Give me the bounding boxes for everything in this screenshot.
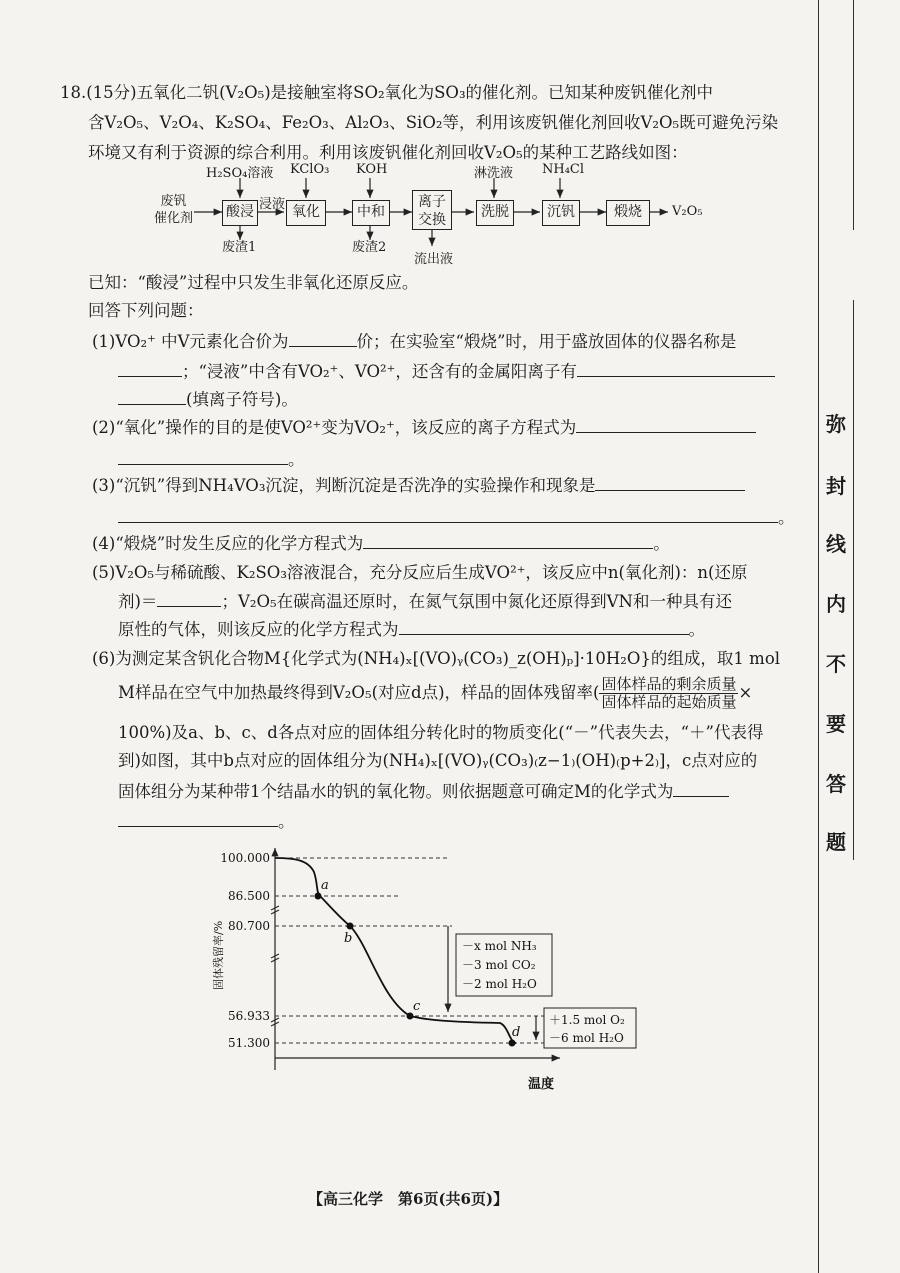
part-1-text-c: ；“浸液”中含有VO₂⁺、VO²⁺，还含有的金属阳离子有 [182,362,577,381]
fraction-denominator: 固体样品的起始质量 [601,693,737,711]
binding-char: 答 [826,772,846,796]
part-5-line-3 [118,616,798,643]
answer-blank[interactable] [157,588,221,607]
point-label: b [344,931,353,946]
part-1-text-d: (填离子符号)。 [186,390,298,409]
part-6-line-2 [118,676,798,711]
box-calcine: 煅烧 [606,200,650,226]
known-condition: 已知：“酸浸”过程中只发生非氧化还原反应。 [88,273,419,292]
box-precipitate: 沉钒 [542,200,580,226]
part-6-text-b: M样品在空气中加热最终得到V₂O₅(对应d点)，样品的固体残留率( [118,683,600,702]
reagent-nh4cl: NH₄Cl [542,162,585,177]
box-oxidation: 氧化 [286,200,326,226]
answer-prompt: 回答下列问题： [88,301,204,320]
y-tick-label: 80.700 [228,919,270,933]
flow-start-line-2: 催化剂 [154,211,194,226]
part-5-text-e: 。 [688,620,705,639]
part-3-text-a: (3)“沉钒”得到NH₄VO₃沉淀，判断沉淀是否洗净的实验操作和现象是 [92,476,596,495]
flow-product: V₂O₅ [672,204,703,219]
annotation-line: －x mol NH₃ [462,939,537,953]
part-6-line-4: 到)如图，其中b点对应的固体组分为(NH₄)ₓ[(VO)ᵧ(CO₃)₍z−1₎(OH)₍p+2₎]，c点对应的 [118,751,758,770]
binding-char: 线 [826,532,846,556]
flow-start-line-1: 废钒 [160,194,187,209]
binding-char: 题 [826,830,846,854]
answer-blank[interactable] [576,414,756,433]
x-axis-label: 温度 [528,1077,555,1092]
residue-rate-fraction [599,676,738,711]
binding-char: 封 [826,474,846,498]
label-leachate: 浸液 [259,197,286,212]
answer-blank[interactable] [363,530,653,549]
y-axis-label: 固体残留率/% [212,920,225,990]
part-2-text-a: (2)“氧化”操作的目的是使VO²⁺变为VO₂⁺，该反应的离子方程式为 [92,418,577,437]
box-neutralize: 中和 [352,200,390,226]
point-a [315,893,322,900]
reagent-kclo3: KClO₃ [290,162,330,177]
answer-blank[interactable] [289,328,357,347]
part-5-line-1: (5)V₂O₅与稀硫酸、K₂SO₃溶液混合，充分反应后生成VO²⁺，该反应中n(氧化剂)：n(还原 [92,563,748,582]
box-elution: 洗脱 [476,200,514,226]
part-5-text-c: ；V₂O₅在碳高温还原时，在氮气氛围中氮化还原得到VN和一种具有还 [221,592,732,611]
box-ion-exchange [412,190,452,230]
binding-char: 弥 [826,412,846,436]
part-6-text-e: 固体组分为某种带1个结晶水的钒的氧化物。则依据题意可确定M的化学式为 [118,782,674,801]
binding-char: 要 [826,712,846,736]
answer-blank[interactable] [118,446,288,465]
point-d [509,1040,516,1047]
question-intro-line-2: 含V₂O₅、V₂O₄、K₂SO₄、Fe₂O₃、Al₂O₃、SiO₂等，利用该废钒催化剂回收V₂O₅既可避免污染 [88,113,779,132]
annotation-line: －6 mol H₂O [549,1031,624,1045]
box-ion-exchange-line-2: 交换 [418,212,446,228]
part-3-line-2 [118,504,798,531]
part-2-line-1 [92,414,812,441]
output-effluent: 流出液 [414,252,454,267]
part-3-text-b: 。 [778,508,795,527]
part-1-line-2 [118,358,798,385]
answer-blank[interactable] [399,616,689,635]
flow-start [154,193,193,227]
part-5-line-2 [118,588,798,615]
part-2-text-b: 。 [288,450,305,469]
question-intro-line-3: 环境又有利于资源的综合利用。利用该废钒催化剂回收V₂O₅的某种工艺路线如图： [88,143,688,162]
output-residue-1: 废渣1 [222,240,257,255]
flow-arrows [0,0,900,280]
answer-blank[interactable] [577,358,775,377]
part-6-line-5 [118,778,798,805]
part-1-line-3 [118,386,798,413]
part-4-text-a: (4)“煅烧”时发生反应的化学方程式为 [92,534,364,553]
residue-chart [200,840,640,1100]
answer-blank[interactable] [118,504,778,523]
answer-blank[interactable] [673,778,729,797]
question-score: (15分) [86,83,137,102]
reagent-koh: KOH [356,162,388,177]
part-1-line-1 [92,328,812,355]
y-tick-label: 100.000 [220,851,270,865]
answer-blank[interactable] [118,386,186,405]
point-label: d [512,1025,521,1040]
point-b [347,923,354,930]
box-ion-exchange-line-1: 离子 [418,194,446,210]
box-acid-leach: 酸浸 [222,200,258,226]
answer-blank[interactable] [118,358,182,377]
point-label: c [413,999,421,1014]
annotation-line: －2 mol H₂O [462,977,537,991]
reagent-h2so4: H₂SO₄溶液 [206,166,274,181]
binding-char: 内 [826,592,846,616]
intro-text: 五氧化二钒(V₂O₅)是接触室将SO₂氧化为SO₃的催化剂。已知某种废钒催化剂中 [136,83,714,102]
part-3-line-1 [92,472,812,499]
part-1-text-b: 价；在实验室“煅烧”时，用于盛放固体的仪器名称是 [356,332,737,351]
y-tick-label: 56.933 [228,1009,270,1023]
point-label: a [321,878,329,893]
annotation-line: ＋1.5 mol O₂ [549,1013,625,1027]
part-2-line-2 [118,446,798,473]
y-tick-label: 86.500 [228,889,270,903]
part-5-text-b: 剂)＝ [118,592,158,611]
answer-blank[interactable] [118,808,278,827]
output-residue-2: 废渣2 [352,240,387,255]
part-6-times: × [738,683,753,702]
binding-rule-right-mid [853,300,854,860]
part-6-text-f: 。 [278,812,295,831]
reagent-eluent: 淋洗液 [474,166,514,181]
part-1-text-a: (1)VO₂⁺ 中V元素化合价为 [92,332,289,351]
part-5-text-d: 原性的气体，则该反应的化学方程式为 [118,620,399,639]
annotation-line: －3 mol CO₂ [462,958,536,972]
part-6-line-6 [118,808,798,835]
binding-char: 不 [826,652,846,676]
question-number: 18. [60,83,87,102]
fraction-numerator: 固体样品的剩余质量 [601,675,737,693]
answer-blank[interactable] [595,472,745,491]
part-4-text-b: 。 [653,534,670,553]
part-6-line-3: 100%)及a、b、c、d各点对应的固体组分转化时的物质变化(“－”代表失去，“＋”代表得 [118,723,764,742]
part-4-line [92,530,812,557]
y-tick-label: 51.300 [228,1036,270,1050]
part-6-line-1: (6)为测定某含钒化合物M{化学式为(NH₄)ₓ[(VO)ᵧ(CO₃)_z(OH)ₚ]·10H₂O}的组成，取1 mol [92,649,781,668]
page-footer: 【高三化学 第6页(共6页)】 [308,1190,509,1208]
